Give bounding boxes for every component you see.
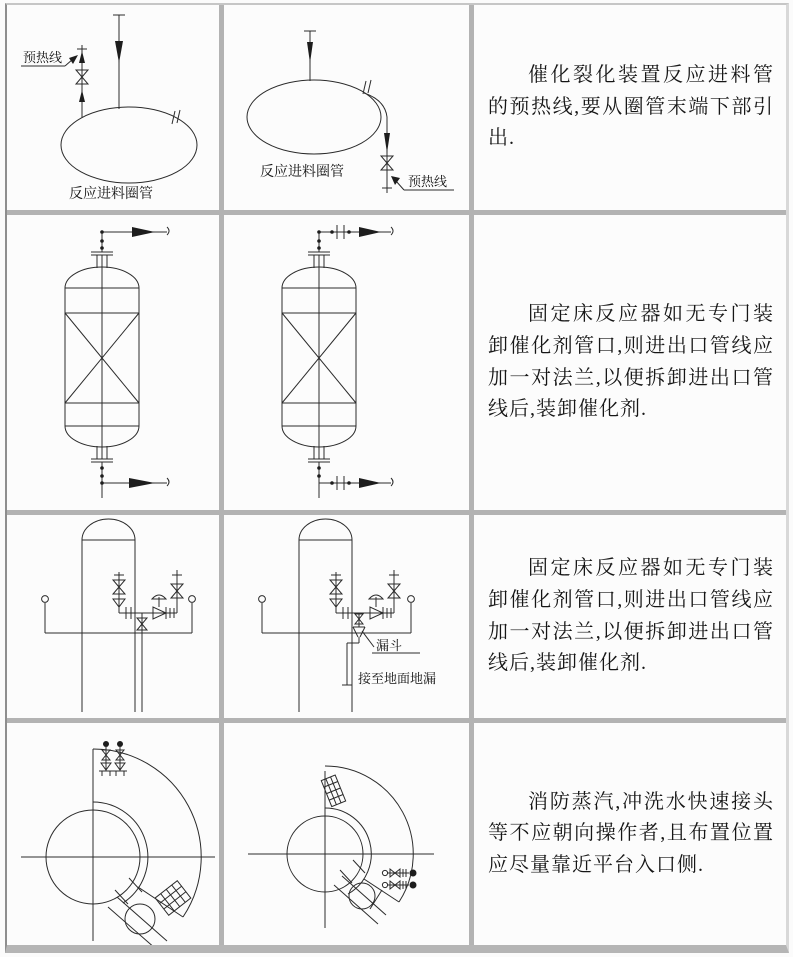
bottom-piping: [317, 462, 393, 498]
note-text: 催化裂化装置反应进料管的预热线,要从圈管末端下部引出.: [488, 64, 774, 150]
reactor-vessel: [65, 255, 139, 459]
preheat-riser: [76, 45, 88, 118]
ladder-hatch-icon: [155, 880, 191, 915]
valve-manifold: [330, 570, 400, 627]
quick-coupling-icon: [113, 741, 127, 776]
funnel-icon: [353, 627, 358, 637]
top-piping: [317, 225, 393, 252]
vessel-plan: [248, 771, 434, 928]
cell-r3-wrong-diagram: [7, 515, 219, 718]
note-text: 固定床反应器如无专门装卸催化剂管口,则进出口管线应加一对法兰,以便拆卸进出口管线后,装卸催化剂.: [488, 303, 774, 421]
guideline-table: [7, 5, 786, 945]
cell-r3-right-diagram: [224, 515, 469, 718]
feed-line: [113, 15, 125, 109]
cell-r2-wrong-diagram: [7, 215, 219, 510]
flow-arrow-down-icon: [384, 133, 390, 153]
flow-arrow-down-icon: [307, 42, 313, 63]
handrail-post-icon: [189, 596, 196, 603]
leader-arrow-icon: [69, 55, 78, 64]
cell-r2-note: [474, 215, 786, 510]
flow-arrow-icon: [359, 227, 381, 237]
quick-coupling-icon: [99, 741, 113, 776]
flow-arrow-icon: [129, 478, 155, 488]
page-border: [5, 3, 789, 953]
tower: [82, 519, 135, 712]
cell-r4-right-diagram: [224, 723, 469, 945]
funnel-drain: [342, 627, 436, 686]
drain-label: 接至地面地漏: [358, 671, 437, 686]
cell-r1-right-diagram: [224, 5, 469, 210]
diagram-feed-ring-right: [224, 5, 469, 210]
top-piping: [100, 227, 169, 252]
ring-pipe: [247, 80, 381, 154]
cell-r3-note: [474, 515, 786, 718]
handrail-post-icon: [42, 596, 49, 603]
flow-arrow-down-icon: [115, 41, 123, 63]
preheat-label-group: [391, 174, 454, 190]
diagram-platform-plan-wrong: [7, 723, 219, 945]
platform-arc: [93, 748, 201, 916]
note-text: 消防蒸汽,冲洗水快速接头等不应朝向操作者,且布置位置应尽量靠近平台入口侧.: [488, 790, 774, 876]
feed-line: [304, 31, 316, 81]
ring-label: 反应进料圈管: [69, 187, 153, 202]
bottom-piping: [100, 462, 169, 498]
funnel-label: 漏斗: [376, 638, 403, 653]
cell-r4-note: [474, 723, 786, 945]
cell-r1-wrong-diagram: [7, 5, 219, 210]
flow-arrow-up-icon: [79, 51, 85, 63]
ring-label: 反应进料圈管: [260, 165, 344, 180]
valve-manifold: [113, 570, 183, 712]
diagram-reactor-no-flanges: [7, 215, 219, 510]
preheat-label-group: [21, 50, 78, 66]
preheat-label: 预热线: [408, 174, 448, 189]
cell-r2-right-diagram: [224, 215, 469, 510]
flow-arrow-icon: [359, 478, 381, 488]
preheat-dropleg: [364, 93, 393, 193]
ring-pipe: [61, 107, 197, 183]
note-text: 固定床反应器如无专门装卸催化剂管口,则进出口管线应加一对法兰,以便拆卸进出口管线后,装卸催化剂.: [488, 557, 774, 675]
cell-r1-note: [474, 5, 786, 210]
cell-r4-wrong-diagram: [7, 723, 219, 945]
diagram-platform-plan-right: [224, 723, 469, 945]
quick-coupling-icon: [382, 881, 416, 889]
chute-plan: [108, 878, 167, 946]
diagram-reactor-with-flanges: [224, 215, 469, 510]
tower: [299, 519, 352, 712]
handrail-post-icon: [259, 596, 266, 603]
diagram-tower-manifold-funnel: [224, 515, 469, 718]
diagram-tower-manifold-wrong: [7, 515, 219, 718]
reactor-vessel: [282, 255, 356, 459]
handrail-post-icon: [408, 596, 415, 603]
preheat-label: 预热线: [23, 50, 63, 65]
flow-arrow-up-icon: [79, 90, 85, 102]
diagram-feed-ring-wrong: [7, 5, 219, 210]
flow-arrow-icon: [132, 227, 155, 237]
quick-coupling-icon: [382, 869, 416, 877]
